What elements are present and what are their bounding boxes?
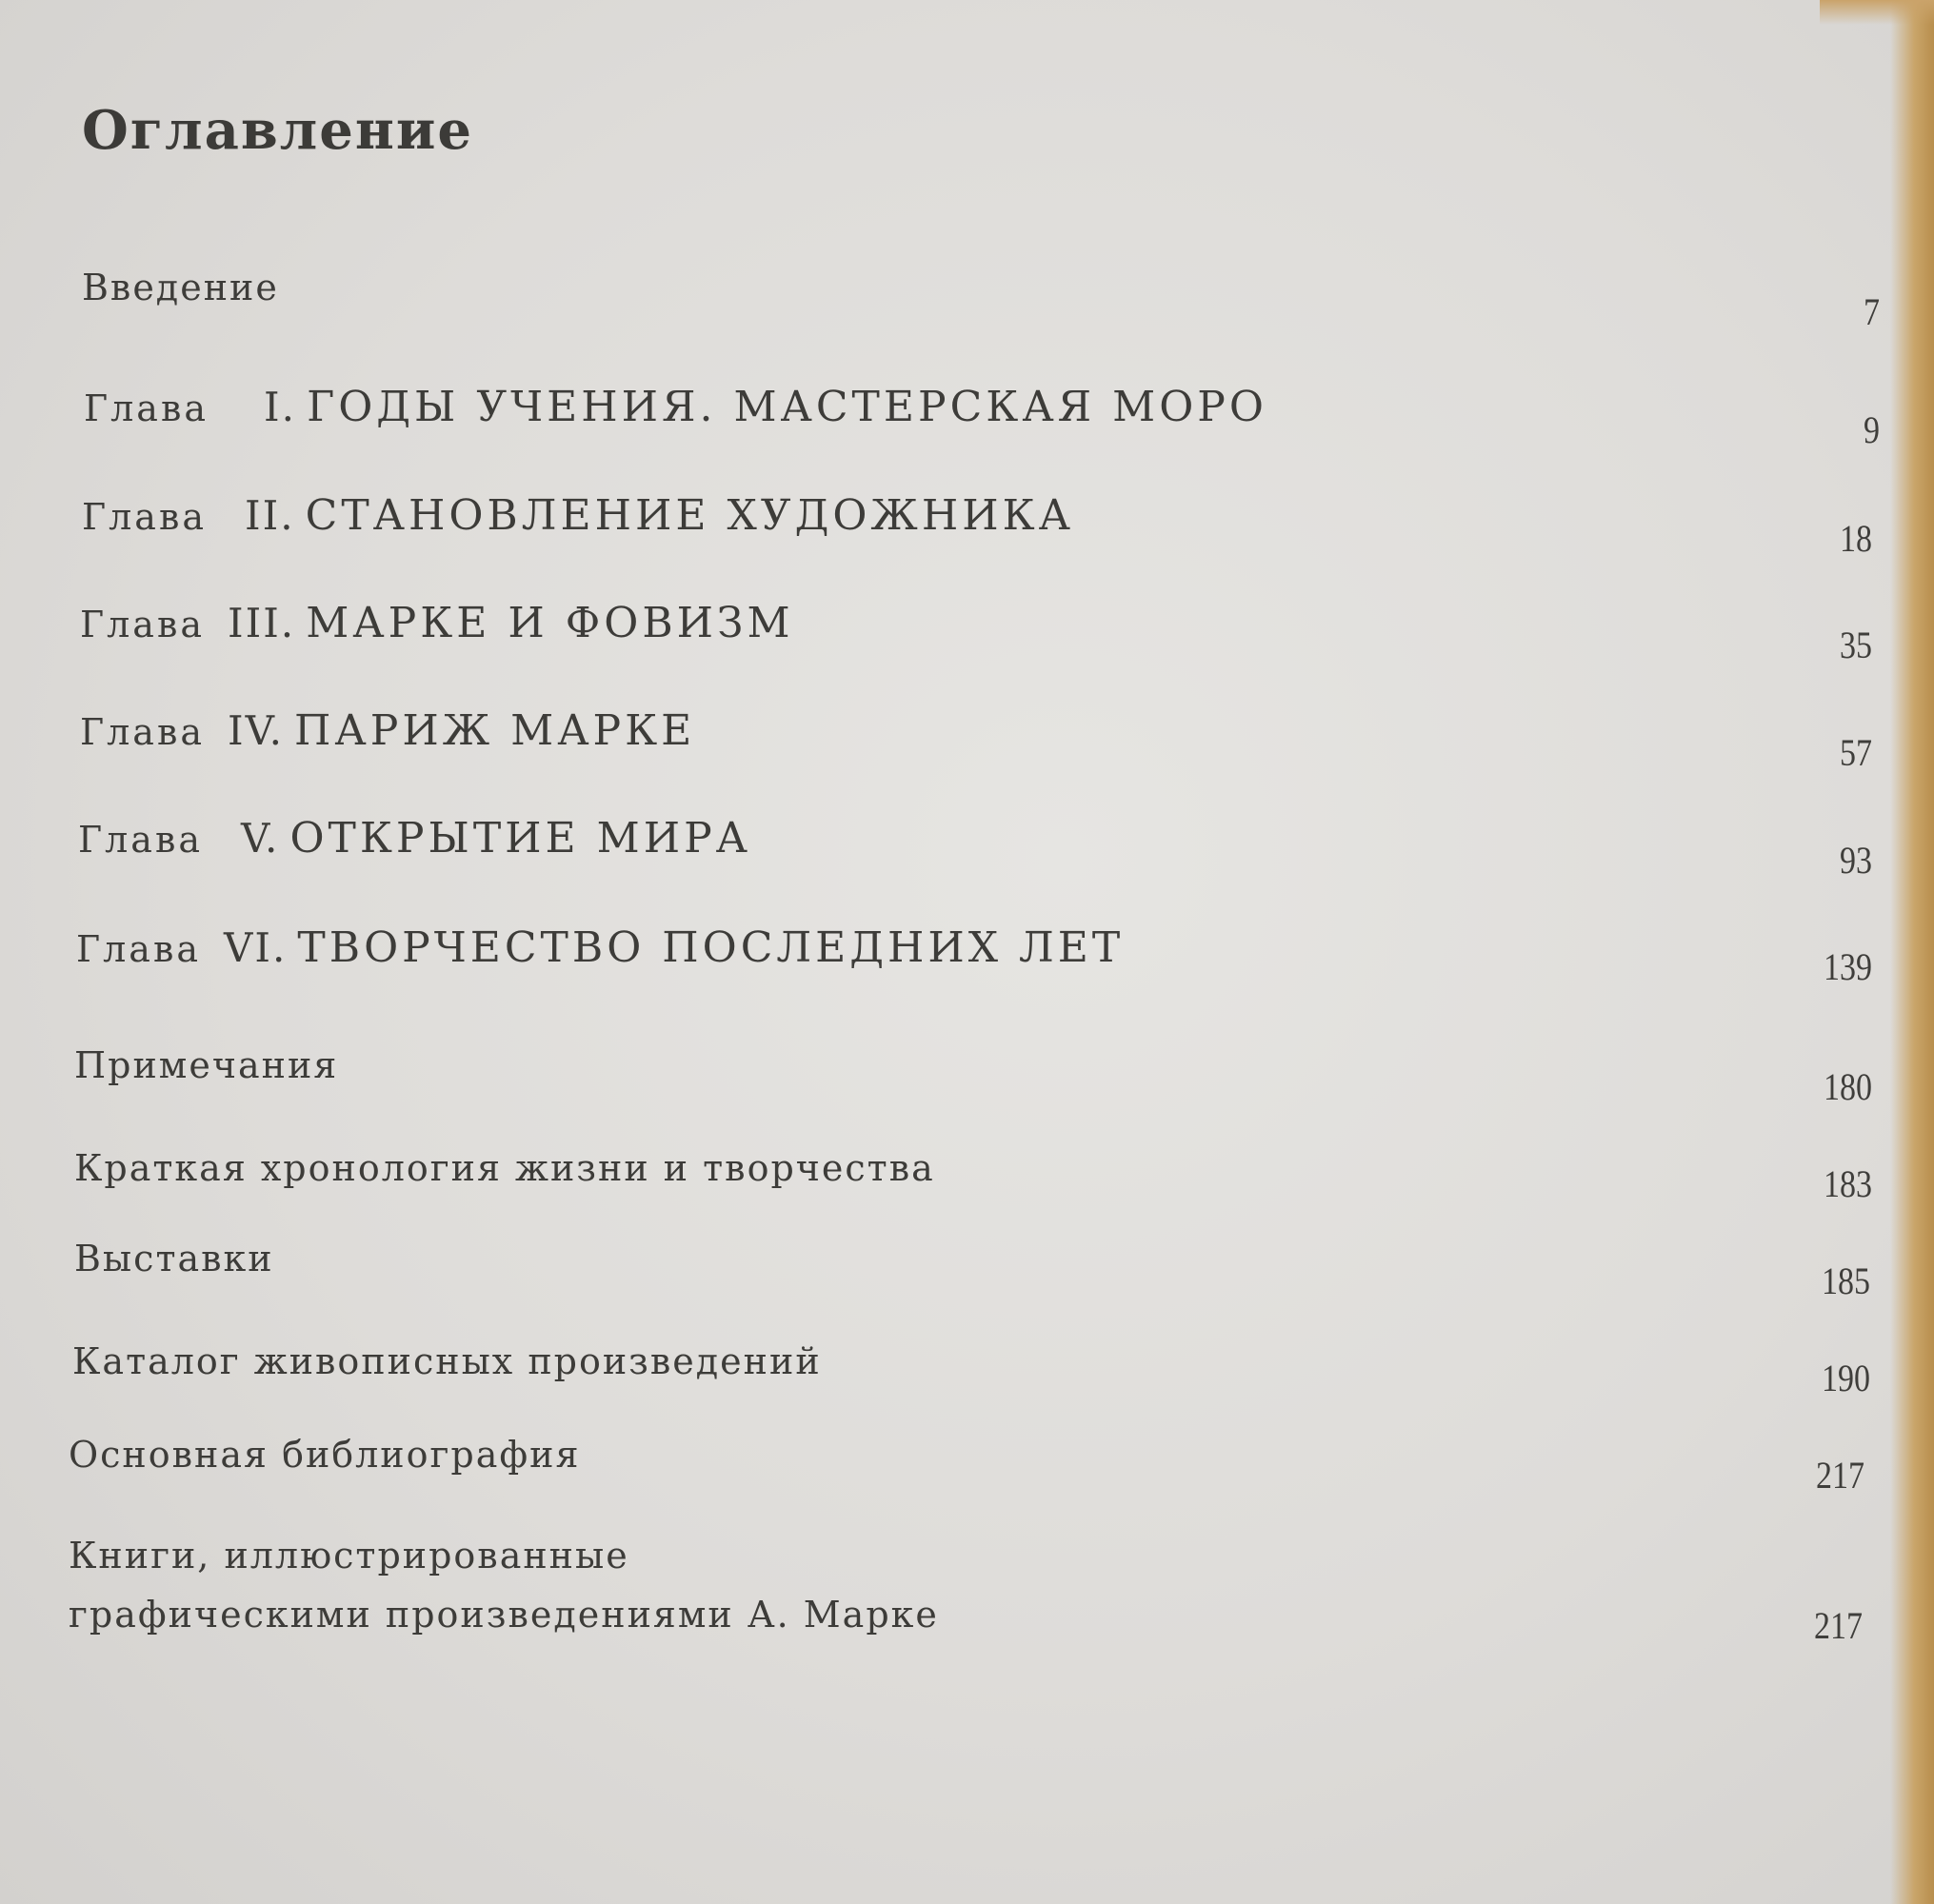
chapter-word: Глава <box>84 387 209 429</box>
toc-page-number: 217 <box>1816 1454 1864 1497</box>
page-edge-top <box>1820 0 1934 25</box>
chapter-word: Глава <box>80 604 206 645</box>
toc-entry-introduction: Введение <box>82 267 279 308</box>
toc-entry-bibliography: Основная библиография <box>69 1434 581 1476</box>
toc-entry-chapter-3 <box>80 599 794 647</box>
toc-page-number: 57 <box>1840 731 1872 774</box>
toc-page-number: 190 <box>1822 1357 1870 1399</box>
chapter-number: III. <box>228 600 296 646</box>
chapter-word: Глава <box>78 819 204 861</box>
toc-entry-exhibitions: Выставки <box>74 1238 274 1279</box>
chapter-number: V. <box>241 815 280 862</box>
toc-page-number: 183 <box>1824 1162 1872 1205</box>
toc-page-number: 185 <box>1822 1259 1870 1302</box>
page-edge-shadow <box>1890 0 1934 1904</box>
toc-title: Оглавление <box>82 99 474 162</box>
chapter-title: ПАРИЖ МАРКЕ <box>294 706 696 755</box>
chapter-number: I. <box>264 384 296 430</box>
chapter-title: СТАНОВЛЕНИЕ ХУДОЖНИКА <box>305 491 1074 540</box>
chapter-word: Глава <box>80 711 206 753</box>
toc-page-number: 93 <box>1840 839 1872 882</box>
chapter-title: ОТКРЫТИЕ МИРА <box>289 814 751 863</box>
chapter-number: II. <box>245 492 295 539</box>
toc-page-number: 217 <box>1814 1604 1863 1647</box>
chapter-word: Глава <box>82 496 208 538</box>
toc-entry-chapter-1 <box>84 383 1267 431</box>
chapter-title: МАРКЕ И ФОВИЗМ <box>306 599 794 647</box>
toc-page-number: 18 <box>1840 517 1872 560</box>
toc-entry-chapter-6 <box>76 923 1124 972</box>
toc-entry-illustrated-books-line-2: графическими произведениями А. Марке <box>69 1594 939 1636</box>
toc-entry-chapter-5 <box>78 814 751 863</box>
toc-entry-chapter-4 <box>80 706 695 755</box>
toc-page-number: 9 <box>1864 408 1880 451</box>
toc-entry-illustrated-books-line-1: Книги, иллюстрированные <box>69 1535 629 1577</box>
chapter-number: VI. <box>224 924 288 971</box>
toc-entry-notes: Примечания <box>74 1044 339 1086</box>
chapter-word: Глава <box>76 928 202 970</box>
toc-entry-chronology: Краткая хронология жизни и творчества <box>74 1147 935 1189</box>
toc-page-number: 7 <box>1864 290 1880 333</box>
toc-entry-chapter-2 <box>82 491 1074 540</box>
chapter-number: IV. <box>228 707 284 754</box>
toc-entry-catalogue: Каталог живописных произведений <box>72 1340 822 1382</box>
chapter-title: ТВОРЧЕСТВО ПОСЛЕДНИХ ЛЕТ <box>297 923 1125 972</box>
chapter-title: ГОДЫ УЧЕНИЯ. МАСТЕРСКАЯ МОРО <box>307 383 1267 431</box>
toc-page-number: 139 <box>1824 945 1872 988</box>
toc-page-number: 180 <box>1824 1065 1872 1108</box>
toc-page-number: 35 <box>1840 624 1872 666</box>
